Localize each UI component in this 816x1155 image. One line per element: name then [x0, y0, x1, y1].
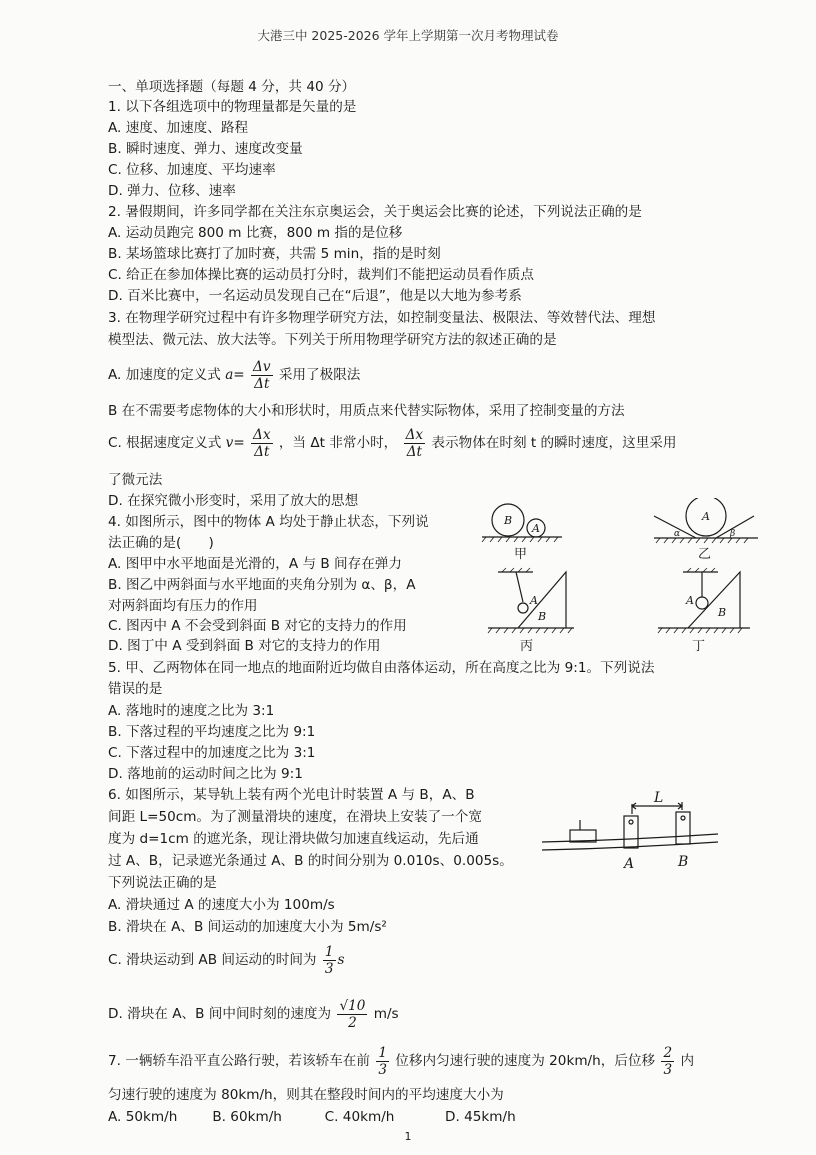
q6-stem-line2: 间距 L=50cm。为了测量滑块的速度，在滑块上安装了一个宽	[108, 809, 482, 825]
q6-option-d	[108, 992, 399, 1036]
exam-header: 大港三中 2025-2026 学年上学期第一次月考物理试卷	[257, 28, 559, 43]
ding-label-b: B	[718, 606, 727, 619]
caption-bing: 丙	[520, 639, 534, 654]
q4-option-d: D. 图丁中 A 受到斜面 B 对它的支持力的作用	[108, 638, 381, 654]
q7-suffix: 内	[680, 1053, 695, 1069]
q7-option-d: D. 45km/h	[444, 1109, 516, 1125]
q1-option-c: C. 位移、加速度、平均速率	[108, 162, 276, 178]
q6-c-denominator: 3	[324, 960, 334, 977]
bing-label-b: B	[538, 610, 547, 623]
q3-c-var: v	[225, 435, 234, 451]
q6-c-numerator: 1	[324, 943, 334, 960]
q3-a-prefix: A. 加速度的定义式	[108, 367, 221, 383]
q7-f1-denominator: 3	[378, 1061, 387, 1078]
q6-c-unit: s	[337, 952, 345, 968]
q3-option-b: B 在不需要考虑物体的大小和形状时，用质点来代替实际物体，采用了控制变量的方法	[108, 403, 625, 419]
q3-a-var: a	[225, 367, 234, 383]
q3-option-c-tail: 了微元法	[108, 472, 163, 488]
q3-c-suffix: 表示物体在时刻 t 的瞬时速度，这里采用	[431, 435, 677, 451]
q3-option-a: A. 加速度的定义式 a= $\frac{\Delta v}{\Delta t}$ 采用了极限法	[108, 358, 361, 392]
photogate-b	[676, 812, 690, 844]
q2-stem: 2. 暑假期间，许多同学都在关注东京奥运会，关于奥运会比赛的论述，下列说法正确的是	[108, 204, 642, 220]
q3-c-denominator2: Δt	[406, 443, 422, 460]
q4-option-b-line1: B. 图乙中两斜面与水平地面的夹角分别为 α、β，A	[108, 577, 416, 593]
q4-figures	[478, 498, 768, 658]
q1-option-b: B. 瞬时速度、弹力、速度改变量	[108, 141, 303, 157]
q6-photogate-figure	[540, 790, 720, 870]
q7-prefix: 7. 一辆轿车沿平直公路行驶，若该轿车在前	[108, 1053, 370, 1069]
q2-option-b: B. 某场篮球比赛打了加时赛，共需 5 min，指的是时刻	[108, 246, 441, 262]
q6-d-fraction	[337, 998, 367, 1031]
q3-a-suffix: 采用了极限法	[278, 367, 361, 383]
q7-fraction1	[376, 1045, 389, 1078]
q6-d-prefix: D. 滑块在 A、B 间中间时刻的速度为	[108, 1006, 332, 1022]
q6-stem-line1: 6. 如图所示，某导轨上装有两个光电计时装置 A 与 B，A、B	[108, 787, 475, 803]
q3-c-numerator: Δx	[253, 426, 271, 443]
q4-stem-line1: 4. 如图所示，图中的物体 A 均处于静止状态，下列说	[108, 514, 429, 530]
q3-c-denominator: Δt	[254, 443, 270, 460]
q3-c-fraction1	[251, 427, 272, 460]
caption-jia: 甲	[514, 547, 528, 562]
figure-jia	[482, 504, 562, 542]
q1-stem: 1. 以下各组选项中的物理量都是矢量的是	[108, 99, 357, 115]
label-gate-a: A	[624, 856, 635, 870]
q4-option-c: C. 图丙中 A 不会受到斜面 B 对它的支持力的作用	[108, 618, 407, 634]
q4-option-a: A. 图甲中水平地面是光滑的，A 与 B 间存在弹力	[108, 556, 402, 572]
q6-c-fraction	[323, 944, 336, 977]
q3-c-prefix: C. 根据速度定义式	[108, 435, 222, 451]
q6-stem-line5: 下列说法正确的是	[108, 875, 217, 891]
q6-option-a: A. 滑块通过 A 的速度大小为 100m/s	[108, 897, 335, 913]
ding-label-a: A	[686, 594, 694, 607]
q6-d-numerator: √10	[339, 997, 366, 1014]
q7-middle: 位移内匀速行驶的速度为 20km/h，后位移	[395, 1053, 656, 1069]
yi-label-beta: β	[730, 529, 736, 539]
caption-yi: 乙	[698, 547, 712, 562]
q3-c-fraction2	[404, 427, 425, 460]
label-l: L	[654, 790, 664, 806]
q7-option-b: B. 60km/h	[212, 1109, 282, 1125]
q1-option-a: A. 速度、加速度、路程	[108, 120, 249, 136]
q6-option-b: B. 滑块在 A、B 间运动的加速度大小为 5m/s²	[108, 919, 387, 935]
yi-label-alpha: α	[674, 529, 681, 539]
q4-stem-line2: 法正确的是( )	[108, 535, 214, 551]
bing-label-a: A	[530, 594, 538, 607]
page-number: 1	[404, 1130, 412, 1143]
q6-d-denominator: 2	[348, 1014, 357, 1031]
q5-stem-line2: 错误的是	[108, 681, 163, 697]
label-gate-b: B	[678, 854, 689, 870]
q7-f2-denominator: 3	[663, 1061, 673, 1078]
q3-option-d: D. 在探究微小形变时，采用了放大的思想	[108, 493, 359, 509]
q5-option-b: B. 下落过程的平均速度之比为 9:1	[108, 724, 316, 740]
q6-stem-line3: 度为 d=1cm 的遮光条，现让滑块做匀加速直线运动，先后通	[108, 831, 479, 847]
q4-option-b-line2: 对两斜面均有压力的作用	[108, 598, 258, 614]
q7-option-c: C. 40km/h	[324, 1109, 395, 1125]
photogate-a	[624, 816, 638, 848]
yi-label-a: A	[702, 510, 710, 523]
q7-fraction2	[661, 1045, 674, 1078]
q5-option-d: D. 落地前的运动时间之比为 9:1	[108, 766, 303, 782]
caption-ding: 丁	[692, 639, 706, 654]
jia-label-b: B	[504, 514, 513, 527]
q7-stem-line1	[108, 1040, 694, 1082]
q6-c-prefix: C. 滑块运动到 AB 间运动的时间为	[108, 952, 317, 968]
q7-f1-numerator: 1	[378, 1044, 387, 1061]
q3-stem-line1: 3. 在物理学研究过程中有许多物理学研究方法，如控制变量法、极限法、等效替代法、理想	[108, 310, 656, 326]
q7-stem-line2: 匀速行驶的速度为 80km/h，则其在整段时间内的平均速度大小为	[108, 1087, 504, 1103]
q6-d-unit: m/s	[373, 1006, 399, 1022]
jia-label-a: A	[532, 522, 540, 535]
figure-ding	[658, 568, 750, 633]
q3-c-middle: ，当 Δt 非常小时，	[278, 435, 398, 451]
q2-option-c: C. 给正在参加体操比赛的运动员打分时，裁判们不能把运动员看作质点	[108, 267, 534, 283]
q7-options	[108, 1108, 516, 1126]
q2-option-a: A. 运动员跑完 800 m 比赛，800 m 指的是位移	[108, 225, 403, 241]
q7-f2-numerator: 2	[663, 1044, 673, 1061]
q6-option-c	[108, 940, 345, 980]
q3-c-numerator2: Δx	[405, 426, 424, 443]
q1-option-d: D. 弹力、位移、速率	[108, 183, 236, 199]
q3-stem-line2: 模型法、微元法、放大法等。下列关于所用物理学研究方法的叙述正确的是	[108, 332, 557, 348]
q3-a-numerator: Δv	[253, 358, 271, 375]
q3-option-c: C. 根据速度定义式 v= $\frac{\Delta x}{\Delta t}$ ，当 Δt 非常小时， $\frac{\Delta x}{\Delta t}$ 表示物体在时刻 t 的瞬时速度，这里采用	[108, 426, 677, 460]
q2-option-d: D. 百米比赛中，一名运动员发现自己在“后退”，他是以大地为参考系	[108, 288, 522, 304]
q3-a-fraction	[251, 359, 273, 392]
q5-option-c: C. 下落过程中的加速度之比为 3:1	[108, 745, 316, 761]
q5-option-a: A. 落地时的速度之比为 3:1	[108, 703, 275, 719]
q5-stem-line1: 5. 甲、乙两物体在同一地点的地面附近均做自由落体运动，所在高度之比为 9:1。下列说法	[108, 660, 655, 676]
q3-a-denominator: Δt	[254, 375, 270, 392]
section-title: 一、单项选择题（每题 4 分，共 40 分）	[108, 79, 356, 95]
q7-option-a: A. 50km/h	[108, 1109, 178, 1125]
q6-stem-line4: 过 A、B，记录遮光条通过 A、B 的时间分别为 0.010s、0.005s。	[108, 853, 513, 869]
